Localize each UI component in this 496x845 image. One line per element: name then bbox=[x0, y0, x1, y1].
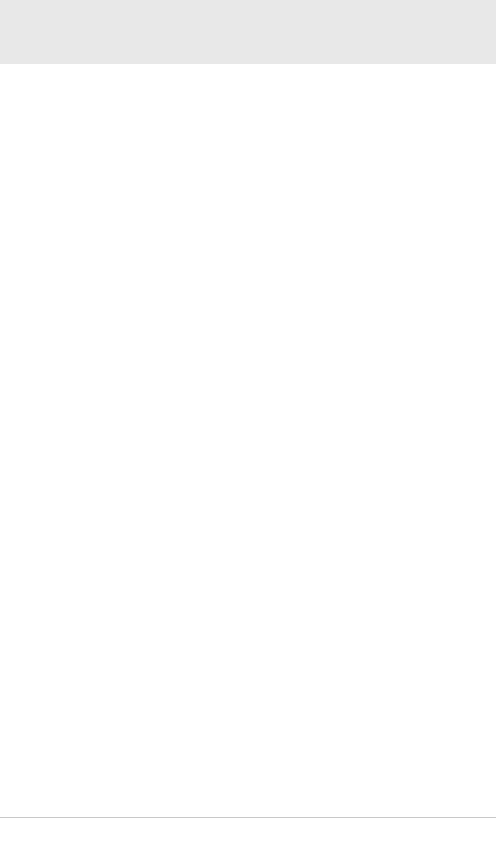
table-bottom-rule bbox=[0, 817, 496, 818]
table-header bbox=[0, 0, 496, 64]
